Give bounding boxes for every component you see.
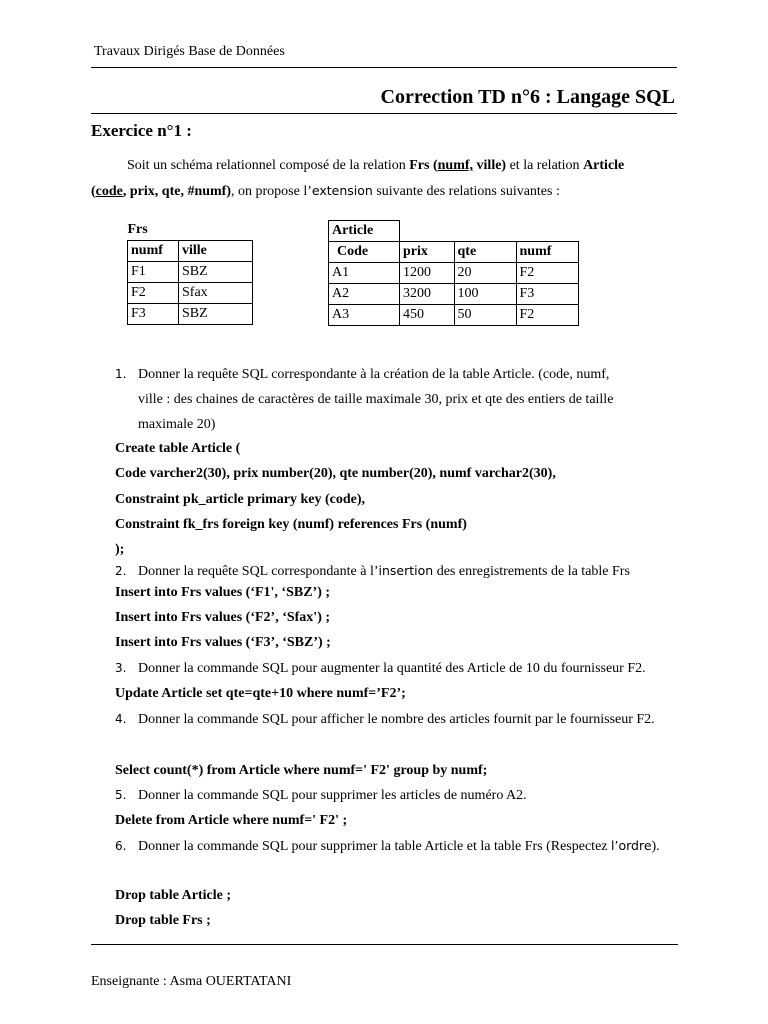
answer-6-line-1: Drop table Article ; [115,888,231,903]
frs-header-ville: ville [179,241,253,262]
answer-1-line-1: Create table Article ( [115,441,241,456]
question-1: 1. Donner la requête SQL correspondante à la création de la table Article. (code, numf, ville : des chaines de caractères de taille maximale 30, prix et qte des entiers de taille maximale 20) [115,362,700,437]
intro-paragraph: Soit un schéma relationnel composé de la relation Frs (numf, ville) et la relation Article (code, prix, qte, #numf), on propose l’extension suivante des relations suivantes : [91,158,625,199]
answer-4: Select count(*) from Article where numf=' F2' group by numf; [115,763,488,778]
table-row: F3 SBZ [128,304,253,325]
question-2: 2. Donner la requête SQL correspondante à l’insertion des enregistrements de la table Frs [115,559,630,584]
question-number: 3. [115,661,127,675]
page-header: Travaux Dirigés Base de Données [94,44,285,59]
frs-table-caption: Frs [127,222,148,237]
question-4: 4. Donner la commande SQL pour afficher le nombre des articles fournit par le fournisseur F2. [115,707,700,732]
answer-2-line-1: Insert into Frs values (‘F1', ‘SBZ’) ; [115,585,331,600]
answer-1-line-4: Constraint fk_frs foreign key (numf) references Frs (numf) [115,517,467,532]
answer-3: Update Article set qte=qte+10 where numf=’F2’; [115,686,406,701]
answer-1-line-5: ); [115,542,125,557]
answer-2-line-3: Insert into Frs values (‘F3’, ‘SBZ’) ; [115,635,331,650]
footer-rule [91,944,678,945]
table-row: F2 Sfax [128,283,253,304]
table-row: A2 3200 100 F3 [329,284,579,305]
question-3: 3. Donner la commande SQL pour augmenter la quantité des Article de 10 du fournisseur F2. [115,661,646,676]
answer-6-line-2: Drop table Frs ; [115,913,211,928]
article-header-prix: prix [400,242,455,263]
table-row: A1 1200 20 F2 [329,263,579,284]
frs-table [127,220,253,325]
article-table-caption: Article [329,221,400,242]
frs-header-numf: numf [128,241,179,262]
article-header-numf: numf [516,242,578,263]
answer-5: Delete from Article where numf=' F2' ; [115,813,348,828]
exercise-heading: Exercice n°1 : [91,121,192,140]
table-row: A3 450 50 F2 [329,305,579,326]
answer-1-line-2: Code varcher2(30), prix number(20), qte number(20), numf varchar2(30), [115,466,556,481]
header-rule [91,67,677,68]
question-number: 2. [115,564,127,578]
table-row: F1 SBZ [128,262,253,283]
page-footer: Enseignante : Asma OUERTATANI [91,974,292,989]
article-header-qte: qte [454,242,516,263]
question-number: 1. [115,367,127,381]
question-6: 6. Donner la commande SQL pour supprimer la table Article et la table Frs (Respectez l’ordre). [115,833,700,859]
article-table [328,220,579,326]
article-header-code: Code [329,242,400,263]
question-number: 6. [115,839,127,853]
answer-1-line-3: Constraint pk_article primary key (code), [115,492,366,507]
question-5: 5. Donner la commande SQL pour supprimer les articles de numéro A2. [115,788,527,803]
answer-2-line-2: Insert into Frs values (‘F2’, ‘Sfax') ; [115,610,331,625]
title-rule [91,113,677,114]
question-number: 5. [115,788,127,802]
question-number: 4. [115,712,127,726]
page-title: Correction TD n°6 : Langage SQL [380,86,675,108]
